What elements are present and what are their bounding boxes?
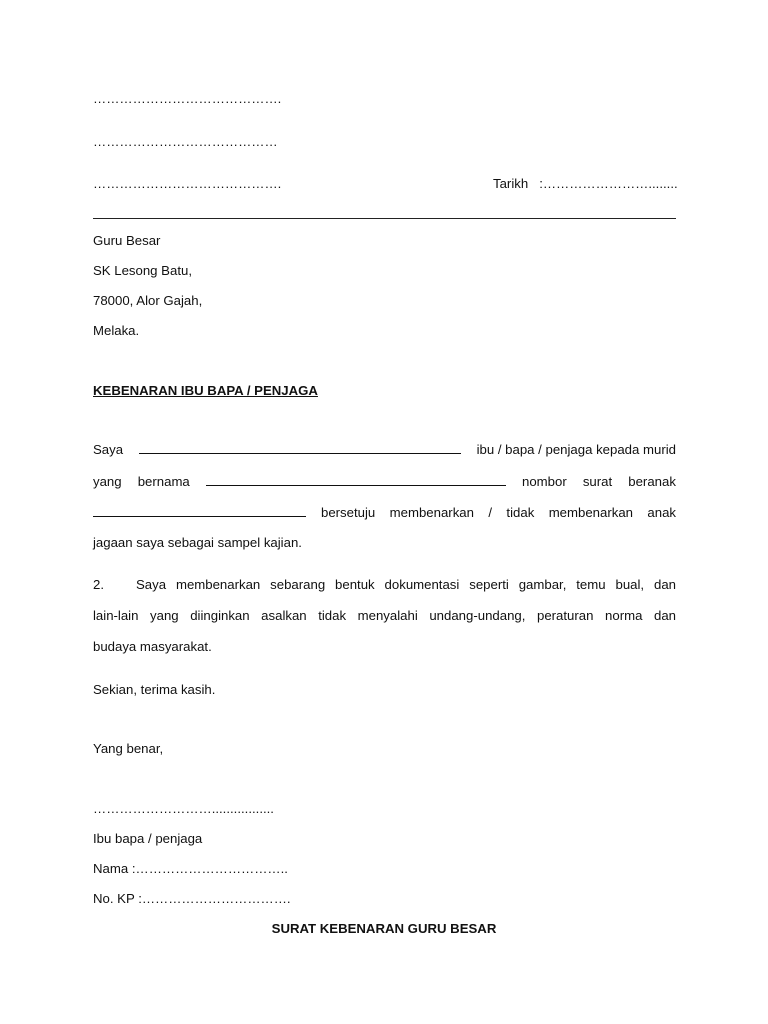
sender-line-2: …………………………………… (93, 134, 278, 149)
para1-line-3 (93, 504, 676, 521)
para1-bernama: bernama (137, 474, 190, 489)
para1-line1-tail: ibu / bapa / penjaga kepada murid (476, 442, 676, 457)
date-label: Tarikh (493, 176, 529, 191)
date-block (493, 176, 678, 192)
para1-line-1 (93, 441, 676, 458)
header-divider (93, 218, 676, 219)
para1-beranak: beranak (628, 474, 676, 489)
para2-line-3: budaya masyarakat. (93, 639, 212, 654)
birth-cert-blank (93, 504, 306, 517)
para1-nombor: nombor (522, 474, 567, 489)
para1-saya: Saya (93, 442, 124, 457)
sender-line-3: ……………………………………. (93, 176, 282, 191)
date-value: :……………………........ (539, 176, 678, 191)
recipient-line-3: 78000, Alor Gajah, (93, 293, 203, 308)
parent-name-blank (139, 441, 461, 454)
signature-name: Nama :…………………………….. (93, 861, 288, 876)
signature-ic-number: No. KP :……………………………. (93, 891, 291, 906)
para1-surat: surat (582, 474, 613, 489)
para1-yang: yang (93, 474, 122, 489)
subject-heading: KEBENARAN IBU BAPA / PENJAGA (93, 383, 318, 398)
para1-line-4: jagaan saya sebagai sampel kajian. (93, 535, 302, 550)
para2-number: 2. (93, 577, 104, 592)
recipient-line-4: Melaka. (93, 323, 140, 338)
para2-line-1: Saya membenarkan sebarang bentuk dokumentasi seperti gambar, temu bual, dan (136, 577, 676, 592)
sender-line-1: ……………………………………. (93, 91, 282, 106)
recipient-line-1: Guru Besar (93, 233, 161, 248)
footer-title: SURAT KEBENARAN GURU BESAR (271, 921, 497, 936)
signature-line: ………………………................. (93, 801, 274, 816)
para1-line3-text: bersetuju membenarkan / tidak membenarkan anak (321, 505, 676, 520)
signature-role: Ibu bapa / penjaga (93, 831, 203, 846)
closing-text: Sekian, terima kasih. (93, 682, 216, 697)
signoff-text: Yang benar, (93, 741, 164, 756)
recipient-line-2: SK Lesong Batu, (93, 263, 192, 278)
para1-line-2 (93, 473, 676, 490)
student-name-blank (206, 473, 506, 486)
para2-line-2: lain-lain yang diinginkan asalkan tidak menyalahi undang-undang, peraturan norma dan (93, 608, 676, 623)
